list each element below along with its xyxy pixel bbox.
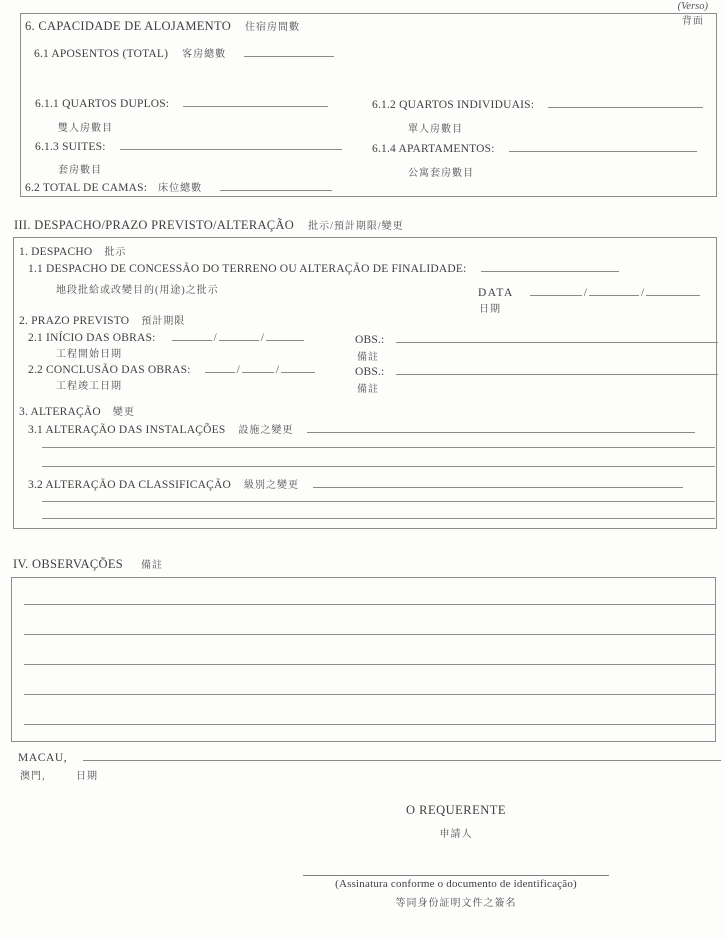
despacho-data-row [478, 283, 700, 301]
prazo-heading-zh: 預計期限 [141, 316, 186, 327]
observacoes-line-4[interactable] [24, 694, 716, 695]
quartos-duplos-row [35, 94, 328, 112]
observacoes-box [11, 577, 716, 742]
despacho-heading-pt: 1. DESPACHO [19, 246, 93, 258]
section3-title-zh: 批示/預計期限/變更 [308, 221, 404, 232]
instalacoes-line-1[interactable] [42, 447, 715, 448]
verso-label-zh: 背面 [681, 16, 704, 27]
classificacao-line-1[interactable] [42, 501, 715, 502]
conclusao-obs-label-zh: 備註 [357, 384, 379, 395]
section6-title-pt: 6. CAPACIDADE DE ALOJAMENTO [25, 19, 232, 33]
section3-title-pt: III. DESPACHO/PRAZO PREVISTO/ALTERAÇÃO [14, 218, 295, 232]
quartos-duplos-label-zh: 雙人房數目 [58, 123, 113, 134]
quartos-individuais-label-pt: 6.1.2 QUARTOS INDIVIDUAIS: [372, 99, 535, 111]
suites-label-zh: 套房數目 [58, 165, 102, 176]
date-separator: / [213, 332, 217, 344]
classificacao-label-zh: 級別之變更 [244, 480, 300, 491]
inicio-obs-row [355, 330, 718, 348]
macau-date-field[interactable] [83, 750, 721, 761]
conclusao-obs-label-pt: OBS.: [355, 366, 385, 378]
date-separator: / [260, 332, 264, 344]
observacoes-line-2[interactable] [24, 634, 716, 635]
prazo-heading-pt: 2. PRAZO PREVISTO [19, 315, 130, 327]
assinatura-label-pt: (Assinatura conforme o documento de identificação) [335, 878, 577, 890]
date-separator: / [236, 364, 240, 376]
requerente-label-zh: 申請人 [439, 829, 473, 840]
instalacoes-field[interactable] [307, 422, 695, 433]
apartamentos-label-pt: 6.1.4 APARTAMENTOS: [372, 143, 495, 155]
signature-line[interactable] [303, 875, 609, 876]
classificacao-field[interactable] [313, 477, 683, 488]
macau-label-pt: MACAU, [18, 752, 68, 764]
aposentos-total-field[interactable] [244, 46, 334, 57]
section4-title [13, 555, 163, 573]
quartos-duplos-field[interactable] [183, 96, 328, 107]
section6-title [25, 17, 300, 35]
total-camas-label-pt: 6.2 TOTAL DE CAMAS: [25, 182, 148, 194]
aposentos-label-zh: 客房總數 [182, 49, 227, 60]
inicio-date-seg-1[interactable] [172, 330, 212, 341]
conclusao-date-seg-1[interactable] [205, 362, 235, 373]
verso-label-pt: (Verso) [677, 1, 708, 12]
conclusao-obras-label-pt: 2.2 CONCLUSÃO DAS OBRAS: [28, 364, 191, 376]
assinatura-label-zh: 等同身份証明文件之簽名 [395, 898, 517, 909]
date-separator: / [275, 364, 280, 376]
despacho-date-seg-1[interactable] [530, 285, 582, 296]
section6-title-zh: 住宿房間數 [245, 22, 301, 33]
despacho-heading-zh: 批示 [104, 247, 127, 258]
instalacoes-label-zh: 設施之變更 [238, 425, 294, 436]
section4-title-zh: 備註 [141, 560, 164, 571]
inicio-obras-label-pt: 2.1 INÍCIO DAS OBRAS: [28, 332, 156, 344]
apartamentos-row [372, 139, 697, 157]
observacoes-line-1[interactable] [24, 604, 716, 605]
quartos-individuais-row [372, 95, 703, 113]
despacho-heading [19, 242, 126, 260]
total-camas-row [25, 178, 332, 196]
date-separator: / [583, 287, 587, 299]
suites-label-pt: 6.1.3 SUITES: [35, 141, 106, 153]
aposentos-row [34, 44, 334, 62]
assinatura-block [300, 875, 612, 909]
quartos-duplos-label-pt: 6.1.1 QUARTOS DUPLOS: [35, 98, 170, 110]
alteracao-heading-zh: 變更 [112, 407, 135, 418]
macau-date-label-zh: 日期 [76, 771, 98, 782]
section4-title-pt: IV. OBSERVAÇÕES [13, 557, 124, 571]
total-camas-label-zh: 床位總數 [158, 183, 203, 194]
alteracao-heading [19, 402, 135, 420]
macau-label-zh: 澳門, [20, 771, 46, 782]
section3-title [14, 216, 404, 234]
suites-row [35, 137, 342, 155]
instalacoes-row [28, 420, 695, 438]
instalacoes-label-pt: 3.1 ALTERAÇÃO DAS INSTALAÇÕES [28, 424, 226, 436]
observacoes-line-5[interactable] [24, 724, 716, 725]
date-separator: / [640, 287, 645, 299]
macau-row [18, 748, 721, 766]
apartamentos-field[interactable] [509, 141, 697, 152]
inicio-obs-label-pt: OBS.: [355, 334, 385, 346]
inicio-obs-field[interactable] [396, 332, 718, 343]
total-camas-field[interactable] [220, 180, 332, 191]
requerente-label-pt: O REQUERENTE [405, 803, 507, 817]
despacho-date-seg-2[interactable] [589, 285, 639, 296]
conclusao-obras-label-zh: 工程竣工日期 [56, 381, 122, 392]
despacho-data-label-zh: 日期 [479, 304, 501, 315]
despacho-data-label-pt: DATA [478, 287, 514, 299]
inicio-date-seg-2[interactable] [219, 330, 259, 341]
conclusao-obs-field[interactable] [396, 364, 718, 375]
prazo-heading [19, 311, 185, 329]
quartos-individuais-field[interactable] [548, 97, 703, 108]
aposentos-label-pt: 6.1 APOSENTOS (TOTAL) [34, 48, 169, 60]
inicio-obras-row [28, 328, 304, 346]
concessao-label-pt: 1.1 DESPACHO DE CONCESSÃO DO TERRENO OU ALTERAÇÃO DE FINALIDADE: [28, 263, 467, 275]
concessao-row [28, 259, 619, 277]
inicio-date-seg-3[interactable] [266, 330, 304, 341]
classificacao-line-2[interactable] [42, 518, 715, 519]
observacoes-line-3[interactable] [24, 664, 716, 665]
classificacao-label-pt: 3.2 ALTERAÇÃO DA CLASSIFICAÇÃO [28, 479, 232, 491]
conclusao-obs-row [355, 362, 718, 380]
apartamentos-label-zh: 公寓套房數目 [408, 168, 474, 179]
conclusao-date-seg-2[interactable] [242, 362, 274, 373]
inicio-obs-label-zh: 備註 [357, 352, 379, 363]
alteracao-heading-pt: 3. ALTERAÇÃO [19, 406, 101, 418]
suites-field[interactable] [120, 139, 342, 150]
requerente-block [300, 803, 612, 840]
despacho-date-seg-3[interactable] [646, 285, 700, 296]
quartos-individuais-label-zh: 單人房數目 [408, 124, 463, 135]
classificacao-row [28, 475, 683, 493]
inicio-obras-label-zh: 工程開始日期 [56, 349, 122, 360]
concessao-label-zh: 地段批給或改變目的(用途)之批示 [56, 285, 219, 296]
conclusao-date-seg-3[interactable] [281, 362, 315, 373]
conclusao-obras-row [28, 360, 315, 378]
concessao-despacho-field[interactable] [481, 261, 619, 272]
instalacoes-line-2[interactable] [42, 466, 715, 467]
